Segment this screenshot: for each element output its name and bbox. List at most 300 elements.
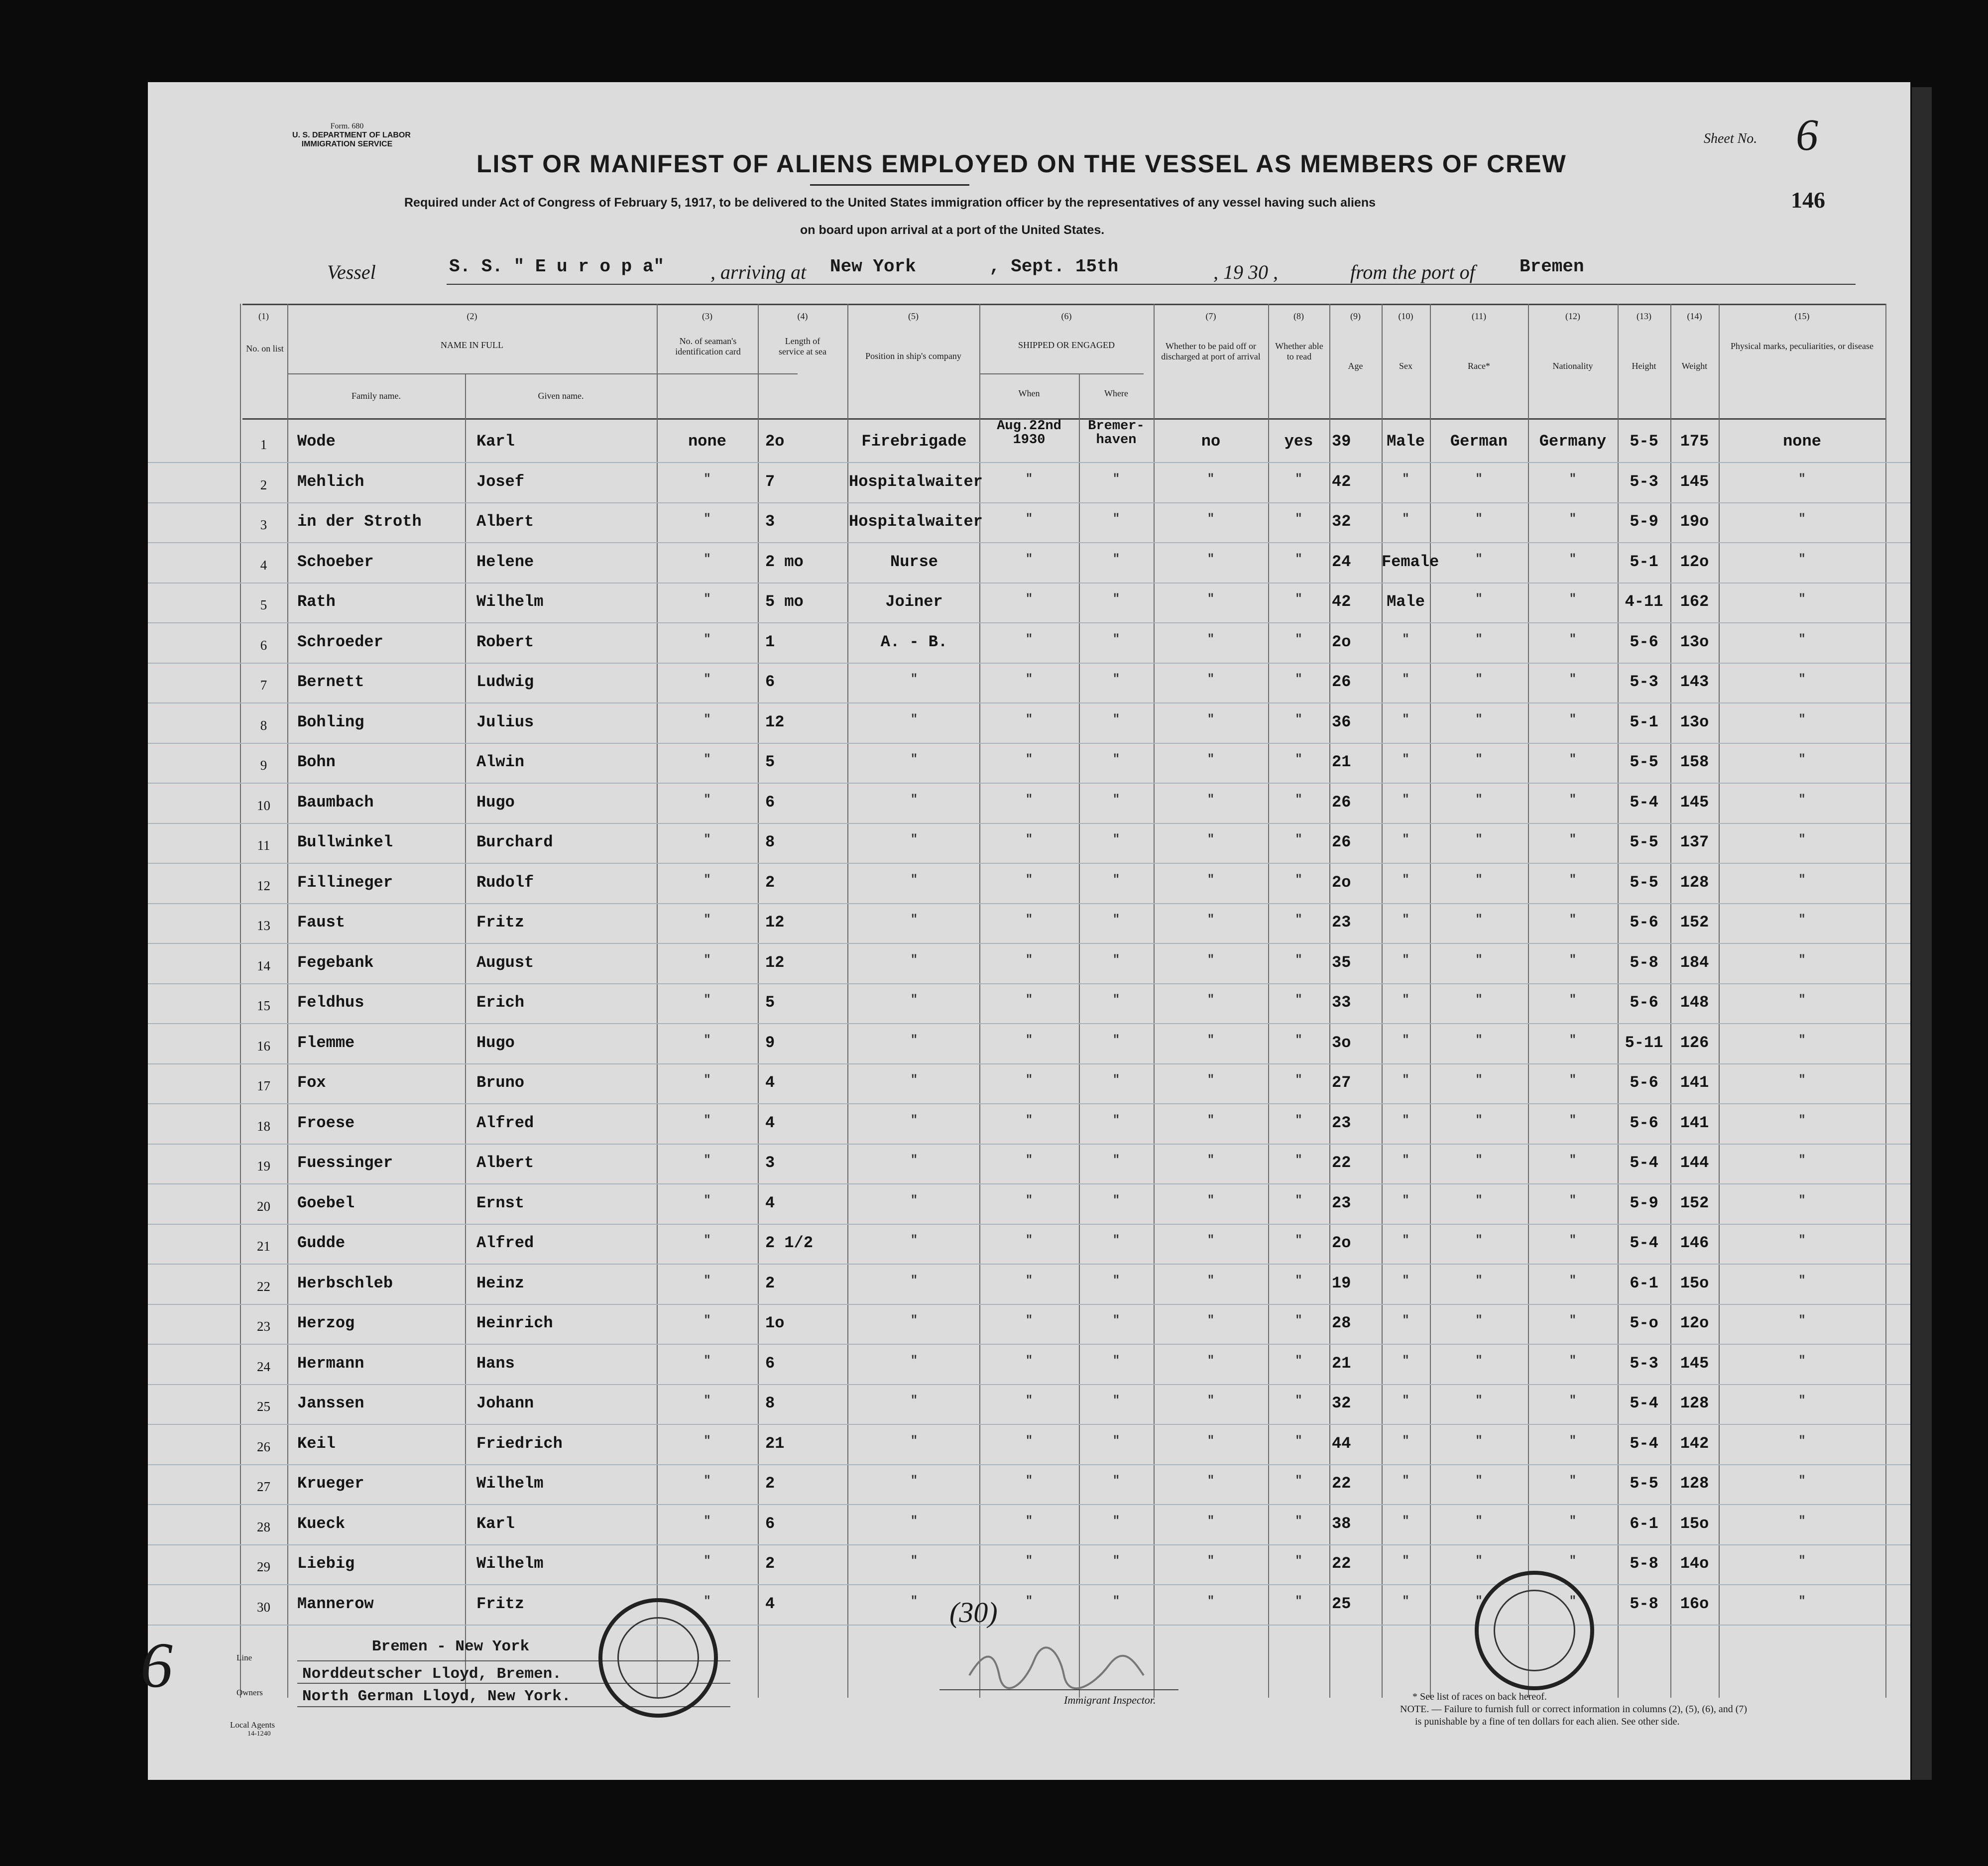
col-num: (1) bbox=[258, 311, 269, 321]
inspector-rule bbox=[939, 1689, 1178, 1690]
cell-where: " bbox=[1112, 1554, 1120, 1568]
cell-when: " bbox=[1025, 1474, 1033, 1488]
cell-family: Schoeber bbox=[297, 552, 374, 571]
cell-weight: 16o bbox=[1680, 1594, 1709, 1613]
table-row bbox=[148, 784, 1910, 824]
cell-race: " bbox=[1475, 833, 1483, 846]
cell-weight: 142 bbox=[1680, 1434, 1709, 1453]
cell-position: " bbox=[910, 712, 918, 726]
cell-marks: " bbox=[1798, 1073, 1806, 1087]
cell-height: 5-6 bbox=[1630, 993, 1658, 1012]
cell-read: " bbox=[1295, 1554, 1302, 1568]
cell-when: " bbox=[1025, 1394, 1033, 1407]
col-num: (2) bbox=[467, 311, 477, 321]
cell-age: 23 bbox=[1332, 913, 1351, 932]
cell-marks: " bbox=[1798, 1193, 1806, 1207]
cell-height: 5-6 bbox=[1630, 913, 1658, 932]
cell-id: " bbox=[703, 1514, 711, 1528]
cell-paid: " bbox=[1207, 873, 1215, 887]
cell-service: 1o bbox=[765, 1314, 785, 1332]
cell-no: 1 bbox=[260, 437, 267, 452]
table-row bbox=[148, 1545, 1910, 1585]
cell-height: 5-3 bbox=[1630, 673, 1658, 691]
cell-when: " bbox=[1025, 953, 1033, 967]
cell-nat: " bbox=[1569, 512, 1577, 526]
cell-marks: " bbox=[1798, 512, 1806, 526]
cell-position: " bbox=[910, 993, 918, 1007]
cell-race: German bbox=[1450, 432, 1508, 451]
table-row bbox=[148, 984, 1910, 1024]
consulate-stamp bbox=[1475, 1571, 1594, 1690]
header-marks: Physical marks, peculiarities, or disease bbox=[1731, 341, 1873, 351]
cell-id: " bbox=[703, 1234, 711, 1247]
cell-read: " bbox=[1295, 1394, 1302, 1407]
cell-paid: " bbox=[1207, 1274, 1215, 1287]
crew-count: (30) bbox=[949, 1596, 998, 1629]
cell-id: " bbox=[703, 1113, 711, 1127]
cell-marks: " bbox=[1798, 1234, 1806, 1247]
cell-when: " bbox=[1025, 1154, 1033, 1167]
cell-when: " bbox=[1025, 472, 1033, 486]
cell-read: " bbox=[1295, 1274, 1302, 1287]
cell-age: 32 bbox=[1332, 512, 1351, 531]
cell-id: " bbox=[703, 592, 711, 606]
cell-sex: " bbox=[1402, 833, 1409, 846]
cell-sex: " bbox=[1402, 1033, 1409, 1047]
cell-family: Rath bbox=[297, 592, 336, 611]
cell-height: 5-3 bbox=[1630, 472, 1658, 491]
cell-where: " bbox=[1112, 1234, 1120, 1247]
cell-age: 35 bbox=[1332, 953, 1351, 972]
cell-nat: " bbox=[1569, 632, 1577, 646]
cell-position: " bbox=[910, 1474, 918, 1488]
cell-no: 17 bbox=[257, 1078, 270, 1093]
cell-marks: " bbox=[1798, 1154, 1806, 1167]
table-row bbox=[148, 1265, 1910, 1305]
cell-age: 21 bbox=[1332, 753, 1351, 771]
cell-when: " bbox=[1025, 1514, 1033, 1528]
cell-age: 36 bbox=[1332, 712, 1351, 731]
cell-family: Flemme bbox=[297, 1033, 355, 1052]
cell-paid: " bbox=[1207, 712, 1215, 726]
cell-no: 13 bbox=[257, 918, 270, 933]
cell-marks: " bbox=[1798, 1434, 1806, 1448]
cell-height: 5-5 bbox=[1630, 1474, 1658, 1493]
cell-weight: 141 bbox=[1680, 1113, 1709, 1132]
cell-paid: " bbox=[1207, 793, 1215, 807]
form-id-block bbox=[292, 122, 411, 149]
cell-when: " bbox=[1025, 1554, 1033, 1568]
cell-marks: " bbox=[1798, 552, 1806, 566]
cell-paid: " bbox=[1207, 1193, 1215, 1207]
cell-position: Hospitalwaiter bbox=[849, 472, 983, 491]
cell-nat: " bbox=[1569, 873, 1577, 887]
cell-where: " bbox=[1112, 1073, 1120, 1087]
cell-id: " bbox=[703, 632, 711, 646]
cell-marks: " bbox=[1798, 953, 1806, 967]
cell-race: " bbox=[1475, 1394, 1483, 1407]
cell-no: 11 bbox=[257, 838, 270, 853]
header-where: Where bbox=[1104, 388, 1128, 398]
cell-height: 5-4 bbox=[1630, 1234, 1658, 1252]
cell-sex: " bbox=[1402, 512, 1409, 526]
cell-service: 12 bbox=[765, 953, 785, 972]
cell-read: " bbox=[1295, 632, 1302, 646]
cell-id: " bbox=[703, 1474, 711, 1488]
subtitle-line-2: on board upon arrival at a port of the United States. bbox=[800, 223, 1105, 237]
cell-race: " bbox=[1475, 1033, 1483, 1047]
header-height: Height bbox=[1632, 361, 1656, 371]
cell-sex: " bbox=[1402, 632, 1409, 646]
cell-height: 5-o bbox=[1630, 1314, 1658, 1332]
col-num: (7) bbox=[1205, 311, 1216, 321]
cell-no: 18 bbox=[257, 1118, 270, 1134]
cell-where: " bbox=[1112, 1314, 1120, 1327]
cell-position: " bbox=[910, 1554, 918, 1568]
cell-no: 3 bbox=[260, 517, 267, 532]
cell-family: Baumbach bbox=[297, 793, 374, 812]
cell-age: 3o bbox=[1332, 1033, 1351, 1052]
cell-family: Kueck bbox=[297, 1514, 346, 1533]
table-row bbox=[148, 624, 1910, 664]
cell-id: " bbox=[703, 552, 711, 566]
cell-position: " bbox=[910, 913, 918, 927]
cell-weight: 145 bbox=[1680, 793, 1709, 812]
row-rule bbox=[148, 1625, 1910, 1626]
cell-race: " bbox=[1475, 1474, 1483, 1488]
cell-when: " bbox=[1025, 1314, 1033, 1327]
cell-paid: " bbox=[1207, 592, 1215, 606]
cell-when: " bbox=[1025, 873, 1033, 887]
cell-service: 9 bbox=[765, 1033, 775, 1052]
cell-given: Erich bbox=[476, 993, 525, 1012]
cell-where: " bbox=[1112, 1474, 1120, 1488]
cell-no: 16 bbox=[257, 1038, 270, 1053]
cell-age: 25 bbox=[1332, 1594, 1351, 1613]
cell-family: Herbschleb bbox=[297, 1274, 393, 1292]
cell-height: 5-4 bbox=[1630, 1434, 1658, 1453]
cell-id: " bbox=[703, 1434, 711, 1448]
agents-value: North German Lloyd, New York. bbox=[302, 1688, 571, 1705]
cell-race: " bbox=[1475, 512, 1483, 526]
cell-service: 2o bbox=[765, 432, 785, 451]
header-name-in-full: NAME IN FULL bbox=[441, 340, 503, 350]
cell-when: " bbox=[1025, 753, 1033, 766]
table-row bbox=[148, 1385, 1910, 1425]
cell-when: " bbox=[1025, 793, 1033, 807]
cell-race: " bbox=[1475, 673, 1483, 686]
name-subheader-rule bbox=[287, 373, 798, 374]
cell-where: " bbox=[1112, 512, 1120, 526]
cell-sex: " bbox=[1402, 1234, 1409, 1247]
cell-paid: " bbox=[1207, 1394, 1215, 1407]
cell-family: Bohling bbox=[297, 712, 364, 731]
cell-id: " bbox=[703, 1594, 711, 1608]
cell-race: " bbox=[1475, 953, 1483, 967]
table-row bbox=[148, 1506, 1910, 1545]
cell-family: Fox bbox=[297, 1073, 326, 1092]
cell-sex: " bbox=[1402, 1474, 1409, 1488]
cell-id: " bbox=[703, 1154, 711, 1167]
cell-read: " bbox=[1295, 712, 1302, 726]
header-family-name: Family name. bbox=[351, 391, 401, 401]
cell-weight: 162 bbox=[1680, 592, 1709, 611]
cell-when: " bbox=[1025, 1434, 1033, 1448]
cell-height: 5-8 bbox=[1630, 953, 1658, 972]
cell-position: " bbox=[910, 1354, 918, 1368]
cell-marks: none bbox=[1783, 432, 1821, 451]
cell-family: Schroeder bbox=[297, 632, 383, 651]
cell-read: " bbox=[1295, 953, 1302, 967]
cell-paid: " bbox=[1207, 1514, 1215, 1528]
cell-marks: " bbox=[1798, 632, 1806, 646]
cell-id: " bbox=[703, 1554, 711, 1568]
cell-given: Alwin bbox=[476, 753, 525, 771]
cell-read: " bbox=[1295, 592, 1302, 606]
table-row bbox=[148, 583, 1910, 623]
cell-sex: " bbox=[1402, 1314, 1409, 1327]
cell-given: August bbox=[476, 953, 534, 972]
cell-no: 7 bbox=[260, 678, 267, 693]
cell-paid: " bbox=[1207, 1474, 1215, 1488]
table-row bbox=[148, 664, 1910, 703]
cell-given: Fritz bbox=[476, 1594, 525, 1613]
owners-value: Norddeutscher Lloyd, Bremen. bbox=[302, 1665, 562, 1683]
cell-height: 5-5 bbox=[1630, 753, 1658, 771]
cell-nat: " bbox=[1569, 1514, 1577, 1528]
cell-weight: 148 bbox=[1680, 993, 1709, 1012]
table-top-rule bbox=[242, 304, 1885, 305]
title-rule bbox=[810, 184, 969, 186]
cell-position: " bbox=[910, 1193, 918, 1207]
cell-where: " bbox=[1112, 552, 1120, 566]
cell-family: Liebig bbox=[297, 1554, 355, 1573]
cell-where: " bbox=[1112, 1274, 1120, 1287]
arriving-label: , arriving at bbox=[710, 261, 807, 283]
table-row bbox=[148, 1345, 1910, 1385]
cell-nat: " bbox=[1569, 793, 1577, 807]
cell-id: " bbox=[703, 993, 711, 1007]
header-nationality: Nationality bbox=[1552, 361, 1593, 371]
cell-height: 5-6 bbox=[1630, 632, 1658, 651]
col-num: (15) bbox=[1794, 311, 1810, 321]
cell-race: " bbox=[1475, 1154, 1483, 1167]
cell-height: 5-9 bbox=[1630, 512, 1658, 531]
cell-sex: Female bbox=[1382, 552, 1439, 571]
header-able-read: Whether able to read bbox=[1275, 341, 1323, 361]
cell-sex: " bbox=[1402, 673, 1409, 686]
cell-sex: " bbox=[1402, 753, 1409, 766]
cell-marks: " bbox=[1798, 1113, 1806, 1127]
cell-sex: " bbox=[1402, 1514, 1409, 1528]
cell-position: " bbox=[910, 1394, 918, 1407]
cell-age: 22 bbox=[1332, 1154, 1351, 1172]
cell-nat: " bbox=[1569, 592, 1577, 606]
table-row bbox=[148, 1145, 1910, 1184]
cell-weight: 158 bbox=[1680, 753, 1709, 771]
cell-marks: " bbox=[1798, 472, 1806, 486]
cell-given: Robert bbox=[476, 632, 534, 651]
header-no-on-list: No. on list bbox=[246, 344, 284, 353]
sheet-number: 6 bbox=[1796, 111, 1818, 160]
cell-height: 6-1 bbox=[1630, 1514, 1658, 1533]
cell-age: 27 bbox=[1332, 1073, 1351, 1092]
cell-read: yes bbox=[1284, 432, 1313, 451]
cell-service: 5 mo bbox=[765, 592, 804, 611]
cell-weight: 137 bbox=[1680, 833, 1709, 851]
cell-position: " bbox=[910, 1033, 918, 1047]
cell-sex: " bbox=[1402, 1073, 1409, 1087]
cell-height: 5-1 bbox=[1630, 712, 1658, 731]
cell-paid: " bbox=[1207, 993, 1215, 1007]
cell-sex: " bbox=[1402, 953, 1409, 967]
cell-read: " bbox=[1295, 913, 1302, 927]
cell-height: 5-5 bbox=[1630, 833, 1658, 851]
cell-weight: 152 bbox=[1680, 1193, 1709, 1212]
cell-read: " bbox=[1295, 673, 1302, 686]
cell-where: " bbox=[1112, 1594, 1120, 1608]
cell-paid: " bbox=[1207, 552, 1215, 566]
cell-service: 4 bbox=[765, 1113, 775, 1132]
cell-where: " bbox=[1112, 1514, 1120, 1528]
form-code: 14-1240 bbox=[247, 1730, 271, 1738]
cell-sex: " bbox=[1402, 1274, 1409, 1287]
cell-marks: " bbox=[1798, 833, 1806, 846]
cell-paid: " bbox=[1207, 673, 1215, 686]
cell-read: " bbox=[1295, 873, 1302, 887]
cell-when: " bbox=[1025, 1193, 1033, 1207]
cell-id: none bbox=[688, 432, 726, 451]
cell-no: 24 bbox=[257, 1359, 270, 1374]
cell-read: " bbox=[1295, 1314, 1302, 1327]
cell-height: 5-8 bbox=[1630, 1554, 1658, 1573]
cell-position: Joiner bbox=[885, 592, 943, 611]
cell-service: 21 bbox=[765, 1434, 785, 1453]
cell-nat: " bbox=[1569, 753, 1577, 766]
cell-nat: " bbox=[1569, 1314, 1577, 1327]
col-num: (6) bbox=[1061, 311, 1072, 321]
cell-age: 42 bbox=[1332, 472, 1351, 491]
cell-paid: " bbox=[1207, 1314, 1215, 1327]
cell-family: Fuessinger bbox=[297, 1154, 393, 1172]
cell-age: 32 bbox=[1332, 1394, 1351, 1412]
cell-position: " bbox=[910, 1234, 918, 1247]
manifest-sheet bbox=[140, 82, 1910, 1780]
cell-given: Friedrich bbox=[476, 1434, 563, 1453]
cell-service: 12 bbox=[765, 913, 785, 932]
cell-where: " bbox=[1112, 1193, 1120, 1207]
cell-where: " bbox=[1112, 913, 1120, 927]
cell-position: " bbox=[910, 1113, 918, 1127]
cell-family: Froese bbox=[297, 1113, 355, 1132]
cell-position: Firebrigade bbox=[861, 432, 967, 451]
arrival-date: , Sept. 15th bbox=[989, 256, 1119, 277]
cell-race: " bbox=[1475, 1594, 1483, 1608]
cell-no: 19 bbox=[257, 1159, 270, 1173]
cell-weight: 15o bbox=[1680, 1514, 1709, 1533]
cell-marks: " bbox=[1798, 1514, 1806, 1528]
cell-paid: " bbox=[1207, 1033, 1215, 1047]
cell-nat: " bbox=[1569, 953, 1577, 967]
cell-read: " bbox=[1295, 472, 1302, 486]
cell-marks: " bbox=[1798, 1474, 1806, 1488]
cell-position: Hospitalwaiter bbox=[849, 512, 983, 531]
cell-given: Albert bbox=[476, 1154, 534, 1172]
cell-nat: " bbox=[1569, 1394, 1577, 1407]
shipped-subheader-rule bbox=[979, 373, 1144, 374]
cell-position: " bbox=[910, 1314, 918, 1327]
cell-family: Janssen bbox=[297, 1394, 364, 1412]
cell-height: 5-1 bbox=[1630, 552, 1658, 571]
cell-race: " bbox=[1475, 793, 1483, 807]
cell-position: " bbox=[910, 953, 918, 967]
cell-sex: " bbox=[1402, 1154, 1409, 1167]
cell-id: " bbox=[703, 833, 711, 846]
header-length-service: Length of service at sea bbox=[779, 336, 826, 356]
cell-id: " bbox=[703, 1314, 711, 1327]
cell-age: 22 bbox=[1332, 1474, 1351, 1493]
cell-read: " bbox=[1295, 1193, 1302, 1207]
table-row bbox=[148, 464, 1910, 503]
cell-sex: " bbox=[1402, 1193, 1409, 1207]
col-num: (4) bbox=[797, 311, 808, 321]
cell-id: " bbox=[703, 512, 711, 526]
cell-weight: 19o bbox=[1680, 512, 1709, 531]
cell-race: " bbox=[1475, 1314, 1483, 1327]
cell-given: Rudolf bbox=[476, 873, 534, 892]
cell-height: 5-3 bbox=[1630, 1354, 1658, 1373]
cell-marks: " bbox=[1798, 1594, 1806, 1608]
cell-position: " bbox=[910, 753, 918, 766]
header-id-card: No. of seaman's identification card bbox=[675, 336, 741, 356]
cell-when: " bbox=[1025, 592, 1033, 606]
header-paid-off: Whether to be paid off or discharged at port of arrival bbox=[1161, 341, 1261, 361]
cell-age: 23 bbox=[1332, 1113, 1351, 1132]
arriving-port: New York bbox=[830, 256, 916, 277]
table-row bbox=[148, 864, 1910, 904]
cell-weight: 144 bbox=[1680, 1154, 1709, 1172]
cell-no: 26 bbox=[257, 1439, 270, 1454]
cell-paid: " bbox=[1207, 1234, 1215, 1247]
cell-nat: " bbox=[1569, 1274, 1577, 1287]
cell-family: Mehlich bbox=[297, 472, 364, 491]
cell-given: Wilhelm bbox=[476, 1474, 544, 1493]
cell-nat: " bbox=[1569, 1594, 1577, 1608]
vessel-label: Vessel bbox=[327, 261, 376, 283]
cell-position: " bbox=[910, 1514, 918, 1528]
header-age: Age bbox=[1348, 361, 1363, 371]
cell-given: Bruno bbox=[476, 1073, 525, 1092]
cell-nat: " bbox=[1569, 472, 1577, 486]
cell-id: " bbox=[703, 712, 711, 726]
cell-id: " bbox=[703, 913, 711, 927]
cell-nat: " bbox=[1569, 712, 1577, 726]
cell-service: 4 bbox=[765, 1193, 775, 1212]
cell-service: 2 1/2 bbox=[765, 1234, 814, 1252]
cell-weight: 145 bbox=[1680, 1354, 1709, 1373]
cell-marks: " bbox=[1798, 1354, 1806, 1368]
cell-marks: " bbox=[1798, 592, 1806, 606]
cell-read: " bbox=[1295, 833, 1302, 846]
cell-no: 5 bbox=[260, 597, 267, 612]
cell-no: 30 bbox=[257, 1599, 270, 1615]
cell-id: " bbox=[703, 1033, 711, 1047]
cell-paid: " bbox=[1207, 512, 1215, 526]
cell-marks: " bbox=[1798, 1314, 1806, 1327]
cell-read: " bbox=[1295, 1474, 1302, 1488]
cell-paid: " bbox=[1207, 953, 1215, 967]
cell-read: " bbox=[1295, 1434, 1302, 1448]
